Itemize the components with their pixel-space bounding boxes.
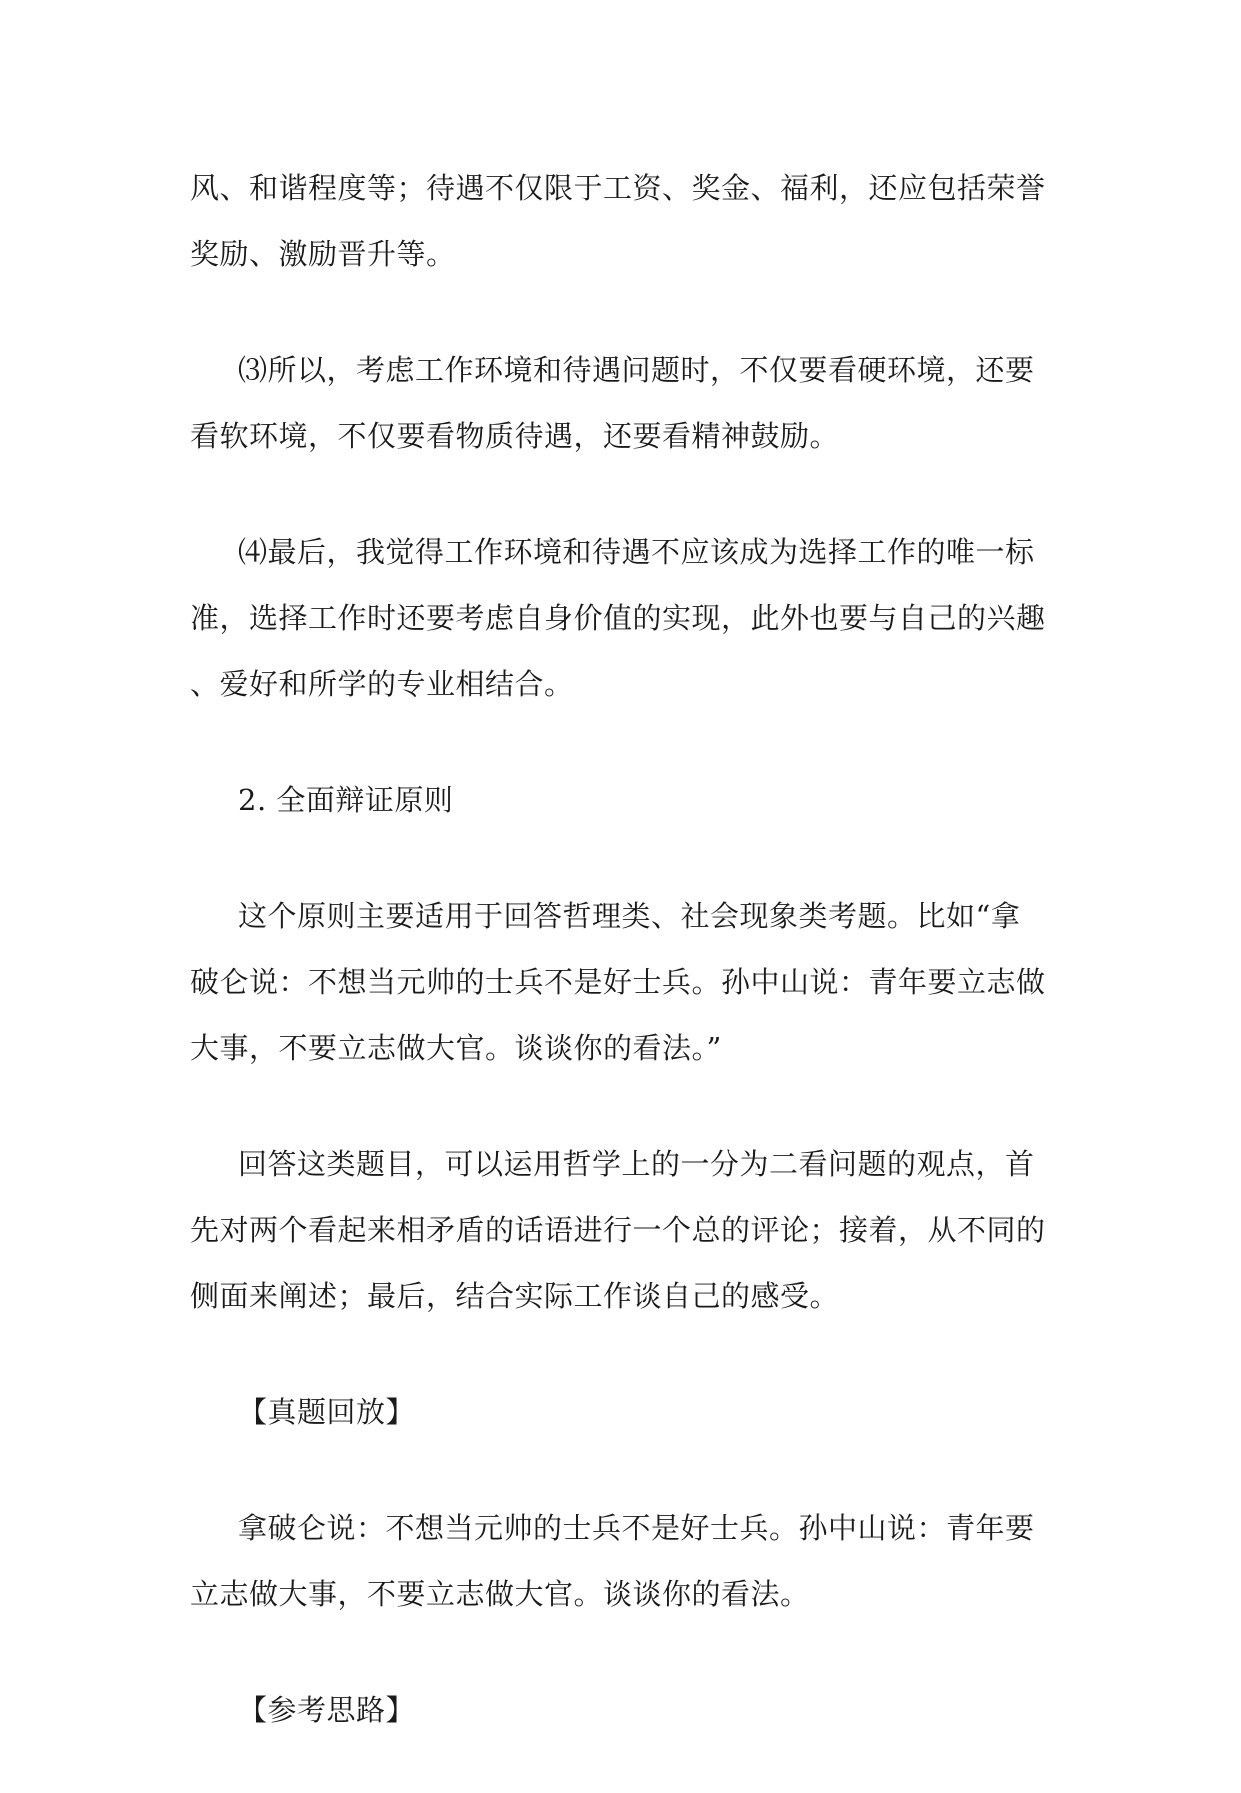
label-exam-review bbox=[190, 1379, 1050, 1445]
paragraph-principle-description bbox=[190, 883, 1050, 1081]
text-line: 回答这类题目，可以运用哲学上的一分为二看问题的观点，首 bbox=[238, 1147, 1035, 1181]
label-text: 【真题回放】 bbox=[238, 1395, 416, 1429]
text-line: 先对两个看起来相矛盾的话语进行一个总的评论；接着，从不同的 bbox=[190, 1213, 1046, 1247]
text-line: ⑷最后，我觉得工作环境和待遇不应该成为选择工作的唯一标 bbox=[238, 535, 1035, 569]
paragraph-work-environment-continued bbox=[190, 155, 1050, 287]
section-heading-principle-2 bbox=[190, 767, 1050, 833]
text-line: 准，选择工作时还要考虑自身价值的实现，此外也要与自己的兴趣 bbox=[190, 601, 1046, 635]
label-text: 【参考思路】 bbox=[238, 1693, 416, 1727]
text-line: 侧面来阐述；最后，结合实际工作谈自己的感受。 bbox=[190, 1279, 840, 1313]
text-line: 这个原则主要适用于回答哲理类、社会现象类考题。比如“拿 bbox=[238, 899, 1021, 933]
text-line: ⑶所以，考虑工作环境和待遇问题时，不仅要看硬环境，还要 bbox=[238, 353, 1035, 387]
paragraph-answer-method bbox=[190, 1131, 1050, 1329]
text-line: 拿破仑说：不想当元帅的士兵不是好士兵。孙中山说：青年要 bbox=[238, 1511, 1035, 1545]
heading-text: 2. 全面辩证原则 bbox=[238, 783, 454, 817]
text-line: 大事，不要立志做大官。谈谈你的看法。” bbox=[190, 1031, 722, 1065]
text-line: 立志做大事，不要立志做大官。谈谈你的看法。 bbox=[190, 1577, 810, 1611]
text-line: 看软环境，不仅要看物质待遇，还要看精神鼓励。 bbox=[190, 419, 840, 453]
text-line: 破仑说：不想当元帅的士兵不是好士兵。孙中山说：青年要立志做 bbox=[190, 965, 1046, 999]
text-line: 奖励、激励晋升等。 bbox=[190, 237, 456, 271]
text-line: 、爱好和所学的专业相结合。 bbox=[190, 667, 574, 701]
paragraph-point-4 bbox=[190, 519, 1050, 717]
paragraph-point-3 bbox=[190, 337, 1050, 469]
document-body bbox=[190, 155, 1050, 1793]
label-reference-approach bbox=[190, 1677, 1050, 1743]
paragraph-exam-question bbox=[190, 1495, 1050, 1627]
text-line: 风、和谐程度等；待遇不仅限于工资、奖金、福利，还应包括荣誉 bbox=[190, 171, 1046, 205]
